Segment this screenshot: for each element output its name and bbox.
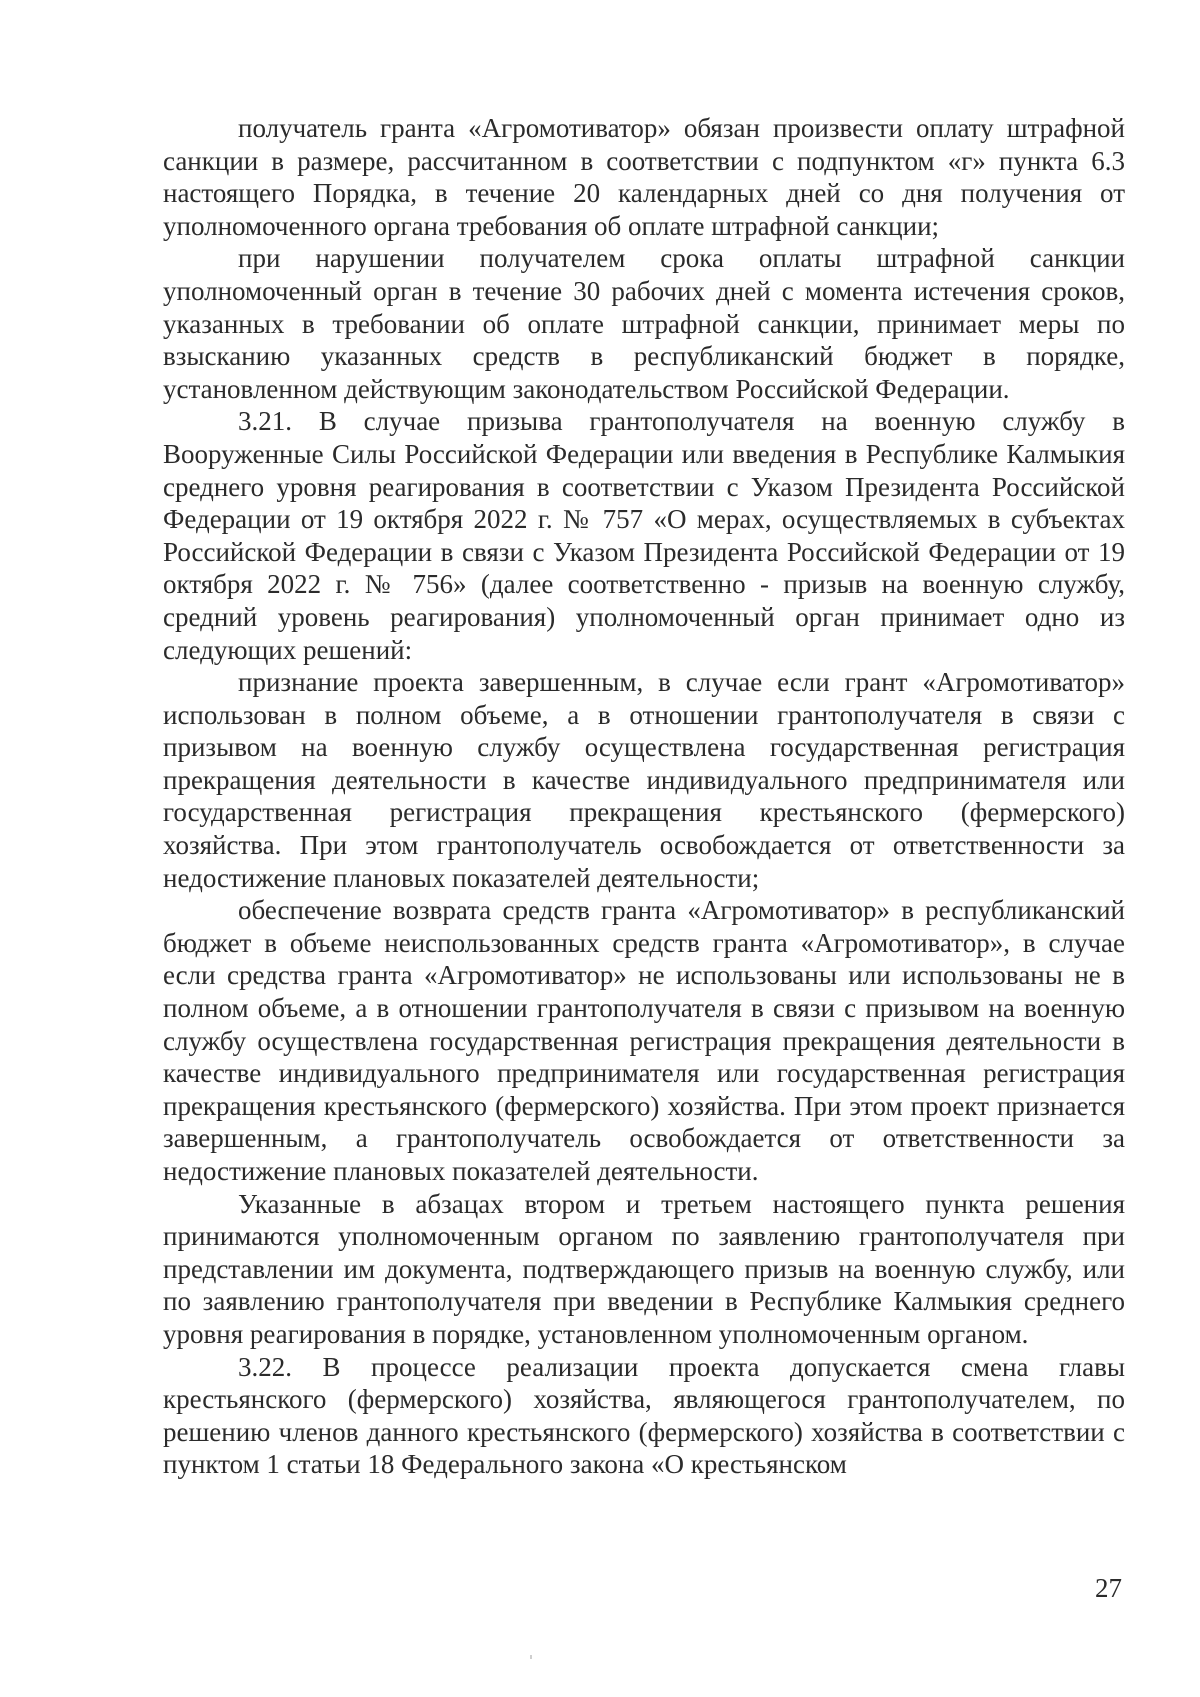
scan-speck xyxy=(530,1655,532,1659)
paragraph-clause-3-22: 3.22. В процессе реализации проекта допускается смена главы крестьянского (фермерского) хозяйства, являющегося грантополучателем, по решению членов данного крестьянского (фермерского) хозяйства в соответствии с пунктом 1 статьи 18 Федерального закона «О крестьянском xyxy=(163,1351,1125,1480)
document-body xyxy=(163,112,1125,1481)
paragraph-decision-procedure: Указанные в абзацах втором и третьем настоящего пункта решения принимаются уполномоченным органом по заявлению грантополучателя при представлении им документа, подтверждающего призыв на военную службу, или по заявлению грантополучателя при введении в Республике Калмыкия среднего уровня реагирования в порядке, установленном уполномоченным органом. xyxy=(163,1188,1125,1349)
paragraph-grant-return: обеспечение возврата средств гранта «Агромотиватор» в республиканский бюджет в объеме неиспользованных средств гранта «Агромотиватор», в случае если средства гранта «Агромотиватор» не использованы или использованы не в полном объеме, а в отношении грантополучателя в связи с призывом на военную службу осуществлена государственная регистрация прекращения деятельности в качестве индивидуального предпринимателя или государственная регистрация прекращения крестьянского (фермерского) хозяйства. При этом проект признается завершенным, а грантополучатель освобождается от ответственности за недостижение плановых показателей деятельности. xyxy=(163,895,1125,1186)
paragraph-penalty-payment: получатель гранта «Агромотиватор» обязан произвести оплату штрафной санкции в размере, рассчитанном в соответствии с подпунктом «г» пункта 6.3 настоящего Порядка, в течение 20 календарных дней со дня получения от уполномоченного органа требования об оплате штрафной санкции; xyxy=(163,113,1125,241)
paragraph-project-completion: признание проекта завершенным, в случае если грант «Агромотиватор» использован в полном объеме, а в отношении грантополучателя в связи с призывом на военную службу осуществлена государственная регистрация прекращения деятельности в качестве индивидуального предпринимателя или государственная регистрация прекращения крестьянского (фермерского) хозяйства. При этом грантополучатель освобождается от ответственности за недостижение плановых показателей деятельности; xyxy=(163,667,1125,893)
paragraph-penalty-recovery: при нарушении получателем срока оплаты штрафной санкции уполномоченный орган в течение 30 рабочих дней с момента истечения сроков, указанных в требовании об оплате штрафной санкции, принимает меры по взысканию указанных средств в республиканский бюджет в порядке, установленном действующим законодательством Российской Федерации. xyxy=(163,243,1125,404)
page-number: 27 xyxy=(1095,1573,1122,1603)
paragraph-clause-3-21: 3.21. В случае призыва грантополучателя на военную службу в Вооруженные Силы Российской Федерации или введения в Республике Калмыкия среднего уровня реагирования в соответствии с Указом Президента Российской Федерации от 19 октября 2022 г. № 757 «О мерах, осуществляемых в субъектах Российской Федерации в связи с Указом Президента Российской Федерации от 19 октября 2022 г. № 756» (далее соответственно - призыв на военную службу, средний уровень реагирования) уполномоченный орган принимает одно из следующих решений: xyxy=(163,406,1125,665)
